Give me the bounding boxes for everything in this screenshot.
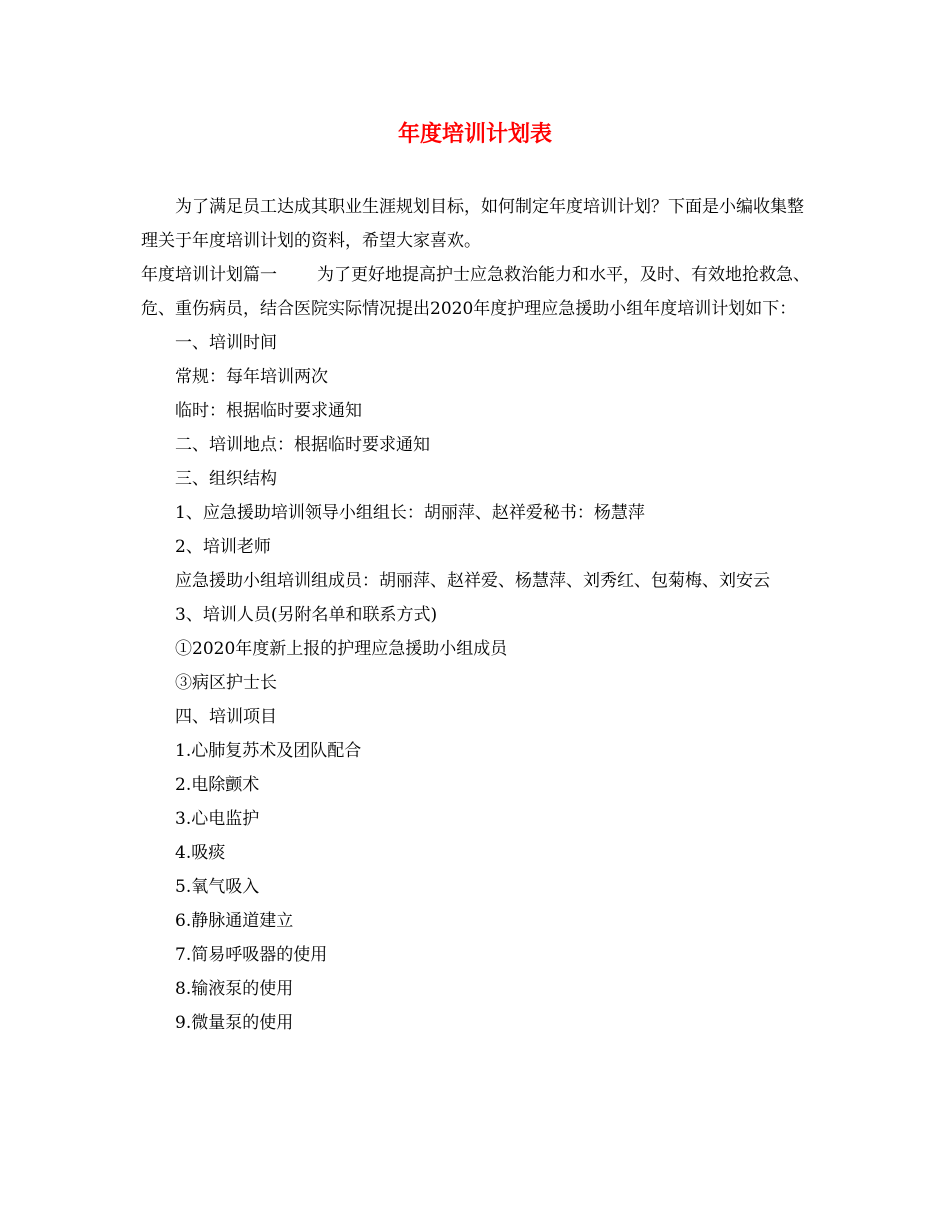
list-item: 8.输液泵的使用: [175, 979, 294, 999]
line-training-time: 一、培训时间: [175, 333, 277, 353]
members-paragraph: 应急援助小组培训组成员：胡丽萍、赵祥爱、杨慧萍、刘秀红、包菊梅、刘安云: [175, 571, 770, 591]
list-item: 9.微量泵的使用: [175, 1013, 294, 1033]
list-item: 7.简易呼吸器的使用: [175, 945, 328, 965]
line-teachers: 2、培训老师: [175, 537, 271, 557]
section-text: 为了更好地提高护士应急救治能力和水平，及时、有效地抢救急、危、重伤病员，结合医院实际情况提出2020年度护理应急援助小组年度培训计划如下：: [141, 265, 810, 319]
document-body: [141, 190, 811, 1040]
line-trainee-3: ③病区护士长: [175, 673, 277, 693]
list-item: 3.心电监护: [175, 809, 260, 829]
line-organization: 三、组织结构: [175, 469, 277, 489]
list-item: 5.氧气吸入: [175, 877, 260, 897]
section-label: 年度培训计划篇一: [141, 265, 277, 285]
line-trainee-1: ①2020年度新上报的护理应急援助小组成员: [175, 639, 508, 659]
line-training-location: 二、培训地点：根据临时要求通知: [175, 435, 430, 455]
list-item: 2.电除颤术: [175, 775, 260, 795]
list-item: 1.心肺复苏术及团队配合: [175, 741, 362, 761]
list-item: 6.静脉通道建立: [175, 911, 294, 931]
line-temporary: 临时：根据临时要求通知: [175, 401, 362, 421]
document-title: 年度培训计划表: [397, 122, 552, 147]
list-item: 4.吸痰: [175, 843, 226, 863]
line-regular: 常规：每年培训两次: [175, 367, 328, 387]
line-training-items: 四、培训项目: [175, 707, 277, 727]
section-paragraph: [141, 258, 811, 326]
intro-paragraph: 为了满足员工达成其职业生涯规划目标，如何制定年度培训计划？下面是小编收集整理关于年度培训计划的资料，希望大家喜欢。: [141, 197, 804, 251]
line-leadership-group: 1、应急援助培训领导小组组长：胡丽萍、赵祥爱秘书：杨慧萍: [175, 503, 645, 523]
line-trainees: 3、培训人员(另附名单和联系方式): [175, 605, 438, 625]
